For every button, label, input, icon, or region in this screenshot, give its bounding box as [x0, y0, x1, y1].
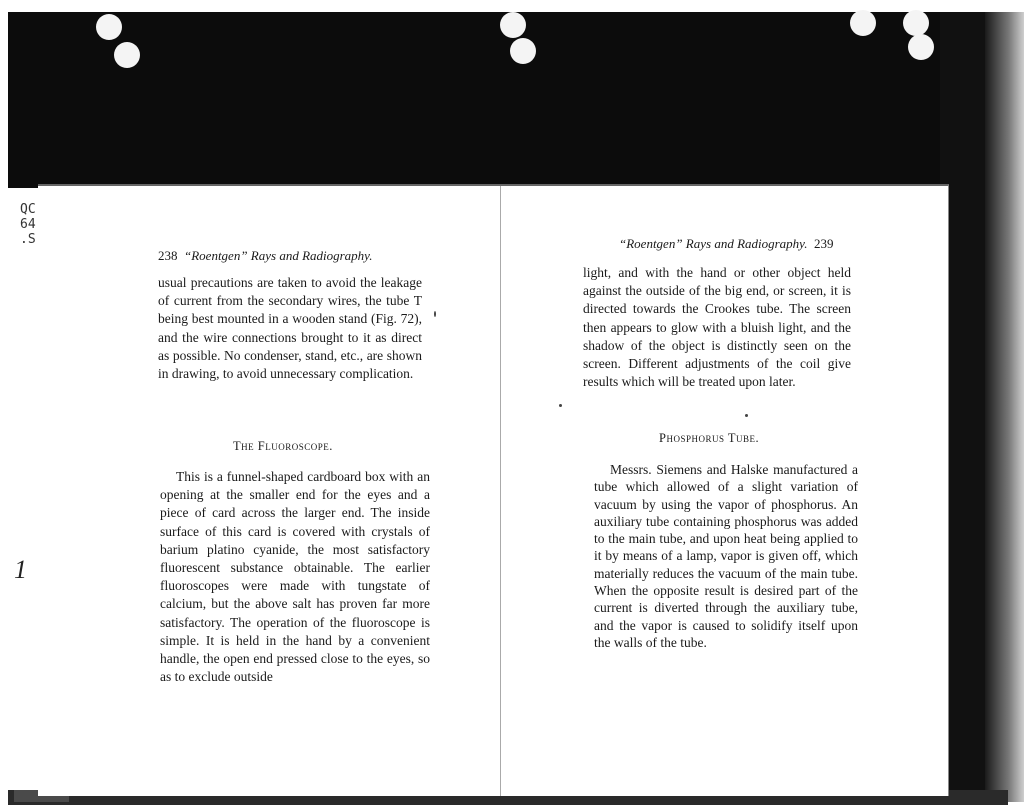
right-page-header	[619, 236, 834, 252]
right-page-number: 239	[814, 236, 834, 251]
punch-hole	[500, 12, 526, 38]
speck	[559, 404, 562, 407]
left-paragraph-1	[158, 274, 422, 383]
left-page	[38, 186, 501, 796]
punch-hole	[114, 42, 140, 68]
book-spread	[38, 184, 949, 796]
right-paragraph-1	[583, 264, 851, 391]
margin-handwritten-mark: 1	[14, 555, 27, 584]
scan-background-right-fade	[985, 12, 1024, 802]
punch-hole	[96, 14, 122, 40]
left-page-number: 238	[158, 248, 178, 263]
speck	[745, 414, 748, 417]
scan-background-top	[8, 12, 1008, 188]
paragraph-text: usual precautions are taken to avoid the leakage of current from the secondary wires, the tube T being best mounted in a wooden stand (Fig. 72), and the wire connections brought to it as direct as possible. No condenser, stand, etc., are shown in drawing, to avoid unnecessary complication.	[158, 275, 422, 382]
left-paragraph-2	[160, 468, 430, 686]
paragraph-text: Messrs. Siemens and Halske manufactured a tube which allowed of a slight variation of vacuum by using the vapor of phosphorus. An auxiliary tube containing phosphorus was added to the main tube, and upon heat being applied to it by means of a lamp, vapor is given off, which materially reduces the vacuum of the main tube. When the opposite result is desired part of the current is diverted through the auxiliary tube, and the vapor is caused to solidify itself upon the walls of the tube.	[594, 462, 858, 650]
paragraph-text: light, and with the hand or other object held against the outside of the big end, or screen, it is directed towards the Crookes tube. The screen then appears to glow with a bluish light, and the shadow of the object is distinctly seen on the screen. Different adjustments of the coil give results which will be treated upon later.	[583, 265, 851, 390]
left-page-header	[158, 248, 373, 264]
right-paragraph-2	[594, 461, 858, 651]
margin-call-number: QC 64 .S	[20, 202, 36, 247]
punch-hole	[850, 10, 876, 36]
right-section-heading: Phosphorus Tube.	[659, 431, 760, 445]
right-page	[501, 186, 948, 796]
left-running-title: “Roentgen” Rays and Radiography.	[184, 248, 373, 263]
punch-hole	[510, 38, 536, 64]
paragraph-text: This is a funnel-shaped cardboard box with an opening at the smaller end for the eyes and a piece of card across the larger end. The inside surface of this card is covered with crystals of barium platino cyanide, the most satisfactory fluorescent substance obtainable. The earlier fluoroscopes were made with tungstate of calcium, but the above salt has proven far more satisfactory. The operation of the fluoroscope is simple. It is held in the hand by a convenient handle, the open end pressed close to the eyes, so as to exclude outside	[160, 469, 430, 685]
right-running-title: “Roentgen” Rays and Radiography.	[619, 236, 808, 251]
punch-hole	[908, 34, 934, 60]
left-section-heading: The Fluoroscope.	[233, 439, 333, 453]
punch-hole	[903, 10, 929, 36]
speck	[434, 311, 436, 317]
